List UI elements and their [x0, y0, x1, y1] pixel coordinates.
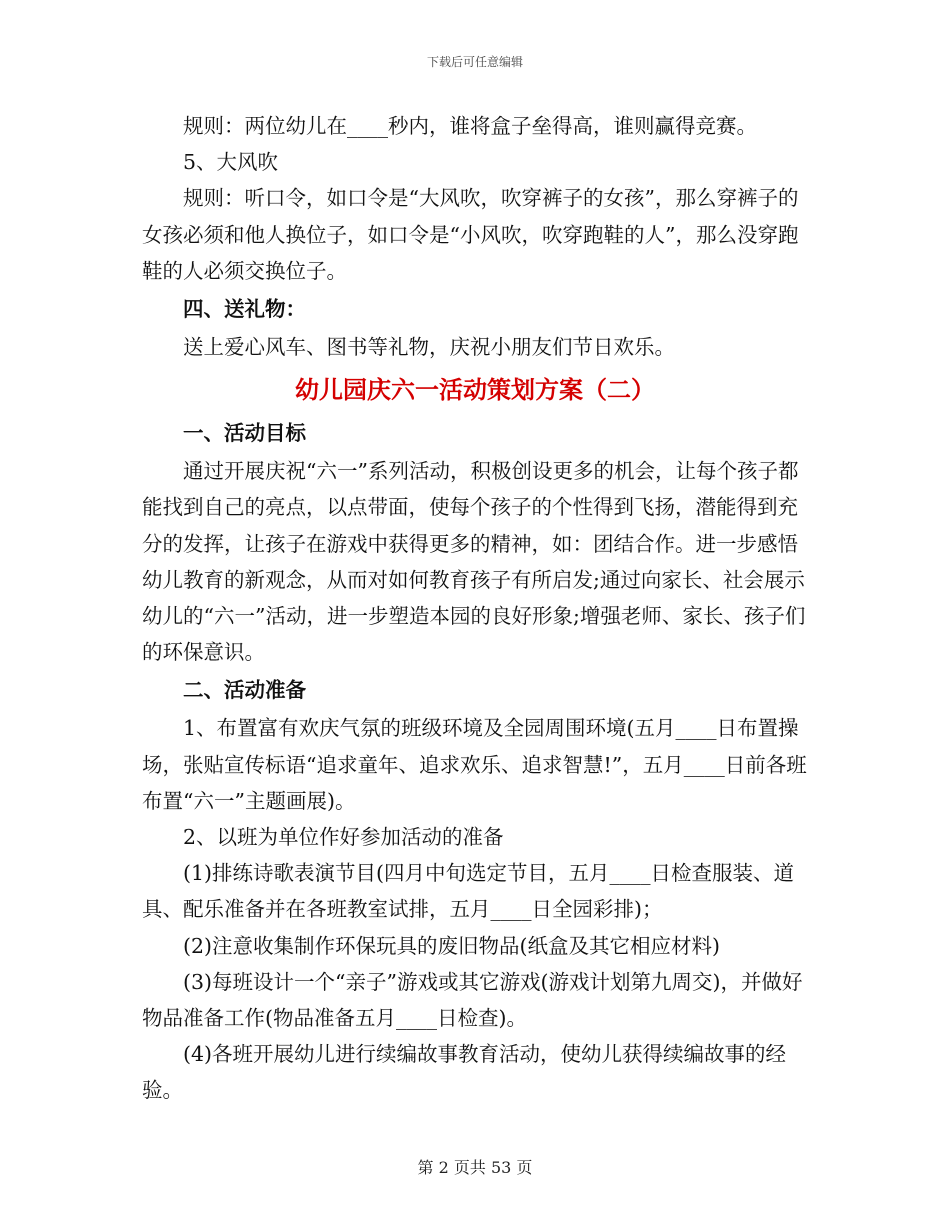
document-body — [142, 108, 808, 1109]
paragraph-prep-2-1: (1)排练诗歌表演节目(四月中旬选定节目，五月____日检查服装、道具、配乐准备并在各班教室试排，五月____日全园彩排)； — [142, 861, 795, 922]
heading-activity-goal: 一、活动目标 — [183, 421, 306, 446]
paragraph-prep-2-4: (4)各班开展幼儿进行续编故事教育活动，使幼儿获得续编故事的经验。 — [142, 1042, 787, 1103]
paragraph-rule-dafengchui: 规则：听口令，如口令是“大风吹，吹穿裤子的女孩”，那么穿裤子的女孩必须和他人换位子，如口令是“小风吹，吹穿跑鞋的人”，那么没穿跑鞋的人必须交换位子。 — [142, 186, 799, 283]
paragraph-rule-stack-boxes: 规则：两位幼儿在____秒内，谁将盒子垒得高，谁则赢得竞赛。 — [183, 114, 757, 138]
paragraph-send-gifts: 送上爱心风车、图书等礼物，庆祝小朋友们节日欢乐。 — [183, 335, 675, 360]
document-title: 幼儿园庆六一活动策划方案（二） — [295, 376, 655, 405]
paragraph-prep-1: 1、布置富有欢庆气氛的班级环境及全园周围环境(五月____日布置操场，张贴宣传标语“追求童年、追求欢乐、追求智慧!”，五月____日前各班布置“六一”主题画展)。 — [142, 716, 807, 813]
page-footer: 第 2 页共 53 页 — [417, 1158, 533, 1177]
paragraph-prep-2-3: (3)每班设计一个“亲子”游戏或其它游戏(游戏计划第九周交)，并做好物品准备工作(物品准备五月____日检查)。 — [142, 969, 803, 1031]
heading-activity-prep: 二、活动准备 — [183, 678, 306, 703]
paragraph-activity-goal: 通过开展庆祝“六一”系列活动，积极创设更多的机会，让每个孩子都能找到自己的亮点，以点带面，使每个孩子的个性得到飞扬，潜能得到充分的发挥，让孩子在游戏中获得更多的精神，如：团结合作。进一步感悟幼儿教育的新观念，从而对如何教育孩子有所启发;通过向家长、社会展示幼儿的“六一”活动，进一步塑造本园的良好形象;增强老师、家长、孩子们的环保意识。 — [142, 459, 806, 665]
page-header: 下载后可任意编辑 — [426, 55, 523, 69]
subheading-dafengchui: 5、大风吹 — [183, 150, 279, 175]
paragraph-prep-2: 2、以班为单位作好参加活动的准备 — [183, 825, 504, 850]
paragraph-prep-2-2: (2)注意收集制作环保玩具的废旧物品(纸盒及其它相应材料) — [183, 933, 721, 958]
heading-send-gifts: 四、送礼物： — [183, 297, 306, 322]
